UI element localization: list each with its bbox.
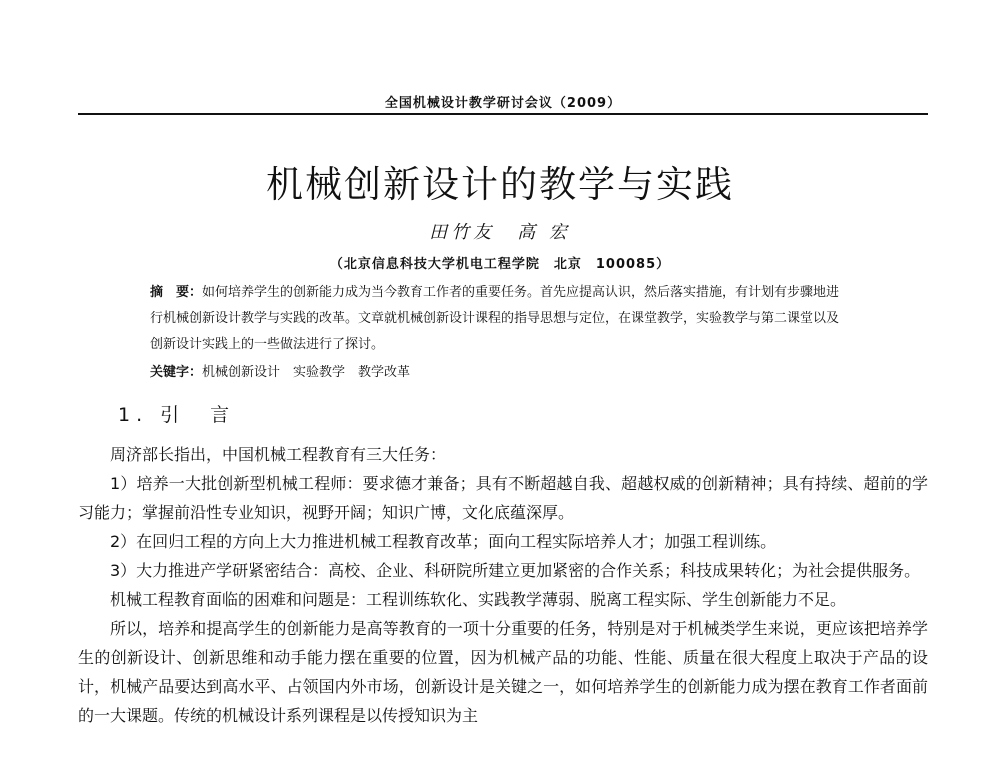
paragraph: 机械工程教育面临的困难和问题是：工程训练软化、实践教学薄弱、脱离工程实际、学生创新能力不足。: [110, 590, 847, 609]
abstract: [150, 280, 850, 358]
authors: 田竹友 高 宏: [429, 222, 571, 243]
running-header: 全国机械设计教学研讨会议（2009）: [384, 96, 622, 111]
header-rule: [78, 113, 928, 115]
keywords-label: 关键字：: [150, 365, 203, 380]
paragraph: 2）在回归工程的方向上大力推进机械工程教育改革；面向工程实际培养人才；加强工程训练。: [110, 532, 777, 551]
paragraph: 3）大力推进产学研紧密结合：高校、企业、科研院所建立更加紧密的合作关系；科技成果转化；为社会提供服务。: [110, 561, 921, 580]
paragraph: 所以，培养和提高学生的创新能力是高等教育的一项十分重要的任务，特别是对于机械类学生来说，更应该把培养学生的创新设计、创新思维和动手能力摆在重要的位置，因为机械产品的功能、性能、质量在很大程度上取决于产品的设计，机械产品要达到高水平、占领国内外市场，创新设计是关键之一，如何培养学生的创新能力成为摆在教育工作者面前的一大课题。传统的机械设计系列课程是以传授知识为主: [78, 619, 928, 725]
abstract-label: 摘 要：: [150, 285, 203, 300]
keywords-text: 机械创新设计 实验教学 教学改革: [202, 365, 411, 380]
affiliation: （北京信息科技大学机电工程学院 北京 100085）: [329, 257, 671, 272]
body-text: [78, 440, 928, 730]
paper-title: 机械创新设计的教学与实践: [266, 163, 734, 206]
abstract-text: 如何培养学生的创新能力成为当今教育工作者的重要任务。首先应提高认识，然后落实措施，有计划有步骤地进行机械创新设计教学与实践的改革。文章就机械创新设计课程的指导思想与定位，在课堂教学，实验教学与第二课堂以及创新设计实践上的一些做法进行了探讨。: [150, 285, 840, 352]
section-heading-introduction: 1. 引 言: [118, 404, 236, 426]
paragraph: 周济部长指出，中国机械工程教育有三大任务：: [110, 445, 447, 464]
keywords: [150, 361, 850, 380]
paragraph: 1）培养一大批创新型机械工程师：要求德才兼备；具有不断超越自我、超越权威的创新精神；具有持续、超前的学习能力；掌握前沿性专业知识，视野开阔；知识广博，文化底蕴深厚。: [78, 474, 928, 522]
